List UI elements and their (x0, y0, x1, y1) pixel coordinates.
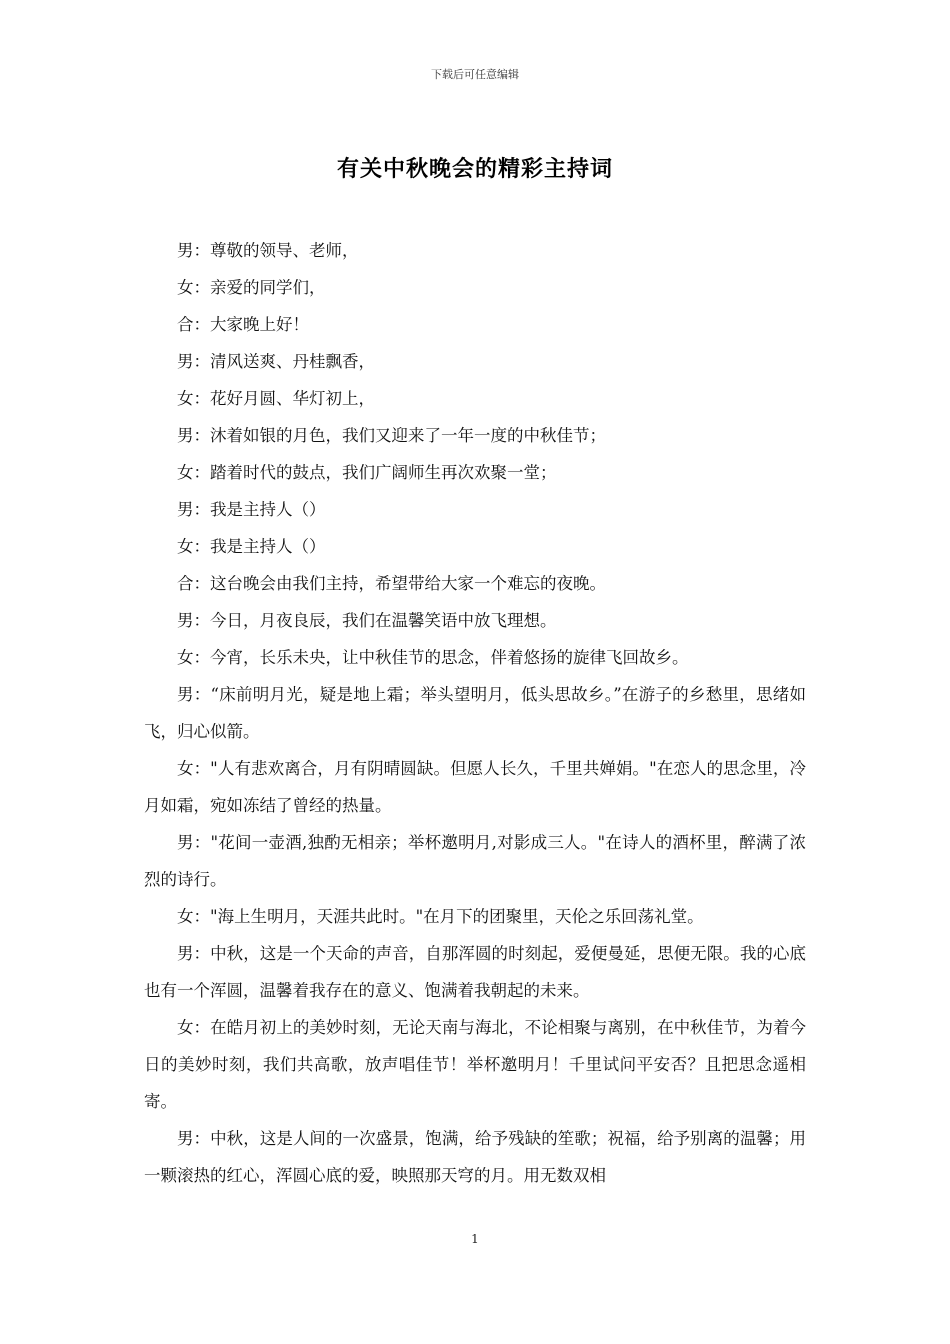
page-number: 1 (471, 1232, 479, 1246)
paragraph: 男：中秋，这是一个天命的声音，自那浑圆的时刻起，爱便曼延，思便无限。我的心底也有一个浑圆，温馨着我存在的意义、饱满着我朝起的未来。 (144, 944, 806, 1000)
paragraph: 女：今宵，长乐未央，让中秋佳节的思念，伴着悠扬的旋律飞回故乡。 (177, 648, 689, 667)
paragraph: 男："花间一壶酒,独酌无相亲；举杯邀明月,对影成三人。"在诗人的酒杯里，醉满了浓烈的诗行。 (144, 833, 806, 889)
document-title: 有关中秋晚会的精彩主持词 (336, 156, 613, 182)
paragraph: 男：“床前明月光，疑是地上霜；举头望明月，低头思故乡。”在游子的乡愁里，思绪如飞，归心似箭。 (144, 685, 806, 741)
paragraph: 男：中秋，这是人间的一次盛景，饱满，给予残缺的笙歌；祝福，给予别离的温馨；用一颗滚热的红心，浑圆心底的爱，映照那天穹的月。用无数双相 (144, 1129, 806, 1185)
paragraph: 女："海上生明月，天涯共此时。"在月下的团聚里，天伦之乐回荡礼堂。 (177, 907, 704, 926)
paragraph: 男：尊敬的领导、老师， (177, 241, 359, 260)
paragraph: 男：沐着如银的月色，我们又迎来了一年一度的中秋佳节； (177, 426, 606, 445)
paragraph: 男：我是主持人（） (177, 500, 326, 519)
paragraph: 女：花好月圆、华灯初上， (177, 389, 375, 408)
paragraph: 男：今日，月夜良辰，我们在温馨笑语中放飞理想。 (177, 611, 557, 630)
paragraph: 合：这台晚会由我们主持，希望带给大家一个难忘的夜晚。 (177, 574, 606, 593)
paragraph: 男：清风送爽、丹桂飘香， (177, 352, 375, 371)
paragraph: 女：我是主持人（） (177, 537, 326, 556)
paragraph: 女：踏着时代的鼓点，我们广阔师生再次欢聚一堂； (177, 463, 557, 482)
page-header: 下载后可任意编辑 (431, 68, 519, 81)
paragraph: 女：亲爱的同学们， (177, 278, 326, 297)
paragraph: 女：在皓月初上的美妙时刻，无论天南与海北，不论相聚与离别，在中秋佳节，为着今日的美妙时刻，我们共高歌，放声唱佳节！举杯邀明月！千里试问平安否？且把思念遥相寄。 (144, 1018, 806, 1111)
paragraph: 合：大家晚上好！ (177, 315, 309, 334)
paragraph: 女："人有悲欢离合，月有阴晴圆缺。但愿人长久，千里共婵娟。"在恋人的思念里，冷月如霜，宛如冻结了曾经的热量。 (144, 759, 806, 815)
document-body (144, 232, 806, 1194)
